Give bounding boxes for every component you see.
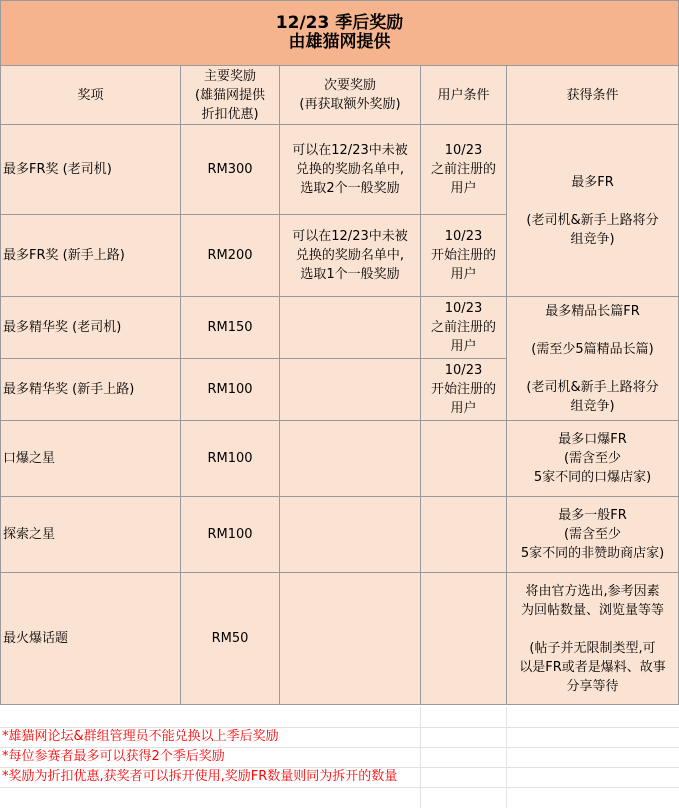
award-name: 最火爆话题	[1, 573, 181, 705]
award-name: 最多FR奖 (新手上路)	[1, 215, 181, 297]
note-admin: *雄猫网论坛&群组管理员不能兑换以上季后奖励	[2, 729, 279, 744]
primary-reward: RM50	[181, 573, 280, 705]
secondary-reward	[280, 497, 421, 573]
header-secondary: 次要奖励 (再获取额外奖励)	[280, 66, 421, 125]
user-condition	[421, 497, 507, 573]
obtain-condition-hot: 将由官方选出,参考因素 为回帖数量、浏览量等等 (帖子并无限制类型,可 以是FR或者是爆料、故事 分享等待	[507, 573, 679, 705]
secondary-reward	[280, 573, 421, 705]
header-award: 奖项	[1, 66, 181, 125]
user-condition	[421, 573, 507, 705]
primary-reward: RM300	[181, 125, 280, 215]
table-row	[1, 297, 679, 359]
grid-line	[0, 787, 679, 788]
table-row	[1, 573, 679, 705]
secondary-reward	[280, 359, 421, 421]
title-line-1: 12/23 季后奖励	[275, 13, 404, 33]
table-row	[1, 497, 679, 573]
primary-reward: RM100	[181, 421, 280, 497]
note-limit: *每位参赛者最多可以获得2个季后奖励	[2, 749, 225, 764]
header-user-condition: 用户条件	[421, 66, 507, 125]
secondary-reward	[280, 297, 421, 359]
primary-reward: RM100	[181, 359, 280, 421]
header-primary: 主要奖励 (雄猫网提供 折扣优惠)	[181, 66, 280, 125]
user-condition: 10/23 之前注册的 用户	[421, 297, 507, 359]
table-title	[1, 1, 679, 66]
primary-reward: RM100	[181, 497, 280, 573]
grid-line	[420, 707, 421, 808]
secondary-reward	[280, 421, 421, 497]
primary-reward: RM200	[181, 215, 280, 297]
secondary-reward: 可以在12/23中未被 兑换的奖励名单中, 选取1个一般奖励	[280, 215, 421, 297]
note-discount: *奖励为折扣优惠,获奖者可以拆开使用,奖励FR数量则同为拆开的数量	[2, 769, 398, 784]
primary-reward: RM150	[181, 297, 280, 359]
obtain-condition-fr: 最多FR (老司机&新手上路将分 组竞争)	[507, 125, 679, 297]
award-name: 口爆之星	[1, 421, 181, 497]
table-row	[1, 125, 679, 215]
award-name: 探索之星	[1, 497, 181, 573]
award-name: 最多FR奖 (老司机)	[1, 125, 181, 215]
user-condition	[421, 421, 507, 497]
user-condition: 10/23 开始注册的 用户	[421, 215, 507, 297]
table-row	[1, 421, 679, 497]
award-name: 最多精华奖 (新手上路)	[1, 359, 181, 421]
grid-line	[506, 707, 507, 808]
obtain-condition-essence: 最多精品长篇FR (需至少5篇精品长篇) (老司机&新手上路将分 组竞争)	[507, 297, 679, 421]
user-condition: 10/23 开始注册的 用户	[421, 359, 507, 421]
secondary-reward: 可以在12/23中未被 兑换的奖励名单中, 选取2个一般奖励	[280, 125, 421, 215]
award-name: 最多精华奖 (老司机)	[1, 297, 181, 359]
obtain-condition-koubao: 最多口爆FR (需含至少 5家不同的口爆店家)	[507, 421, 679, 497]
obtain-condition-explore: 最多一般FR (需含至少 5家不同的非赞助商店家)	[507, 497, 679, 573]
header-obtain-condition: 获得条件	[507, 66, 679, 125]
title-line-2: 由雄猫网提供	[288, 32, 391, 52]
user-condition: 10/23 之前注册的 用户	[421, 125, 507, 215]
